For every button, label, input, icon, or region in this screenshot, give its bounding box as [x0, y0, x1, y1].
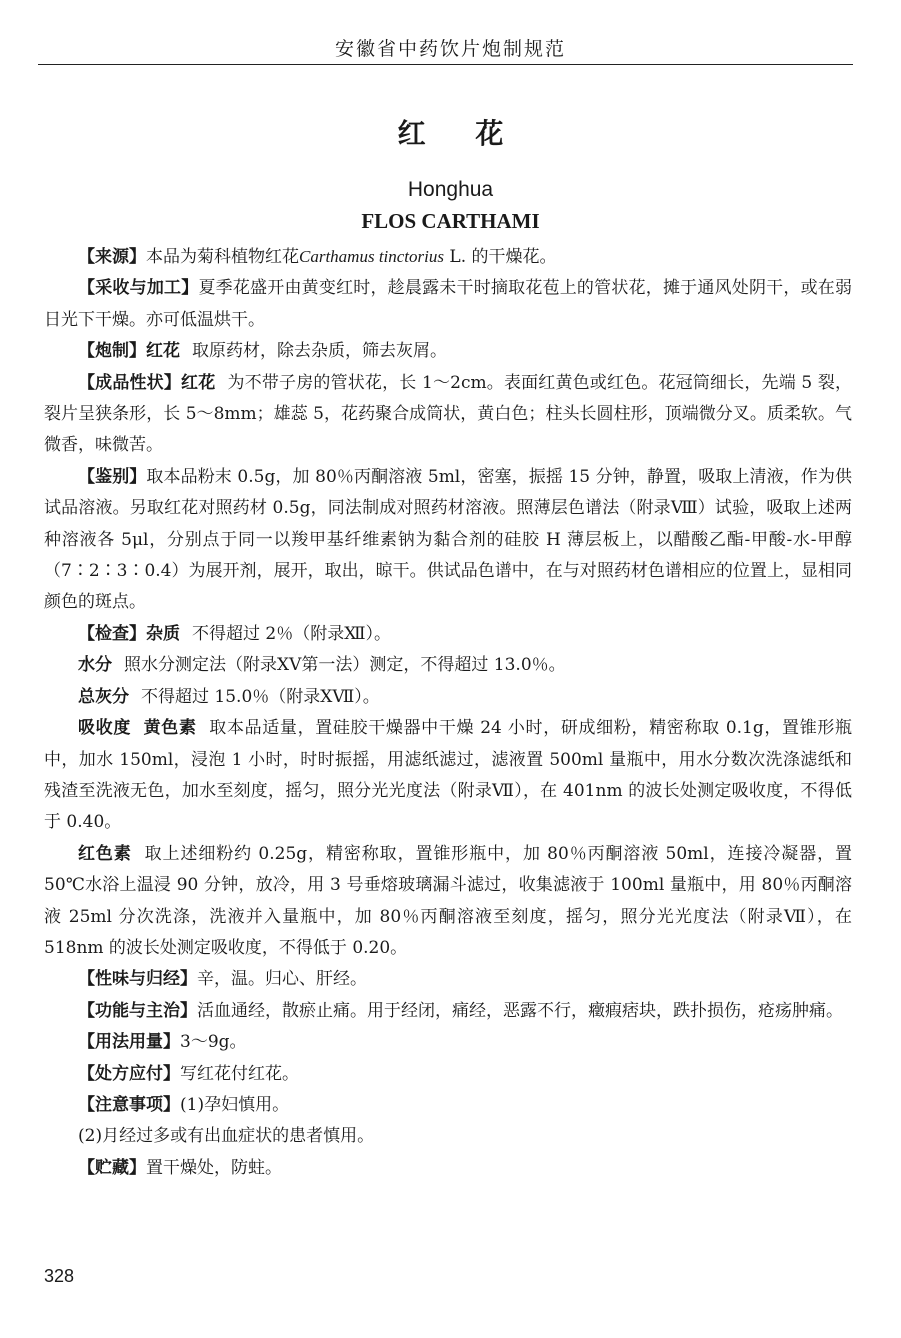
section-label: 【炮制】: [78, 341, 146, 362]
water-paragraph: 水分 照水分测定法（附录ⅩⅤ第一法）测定，不得超过 13.0％。: [78, 655, 566, 676]
dosage-paragraph: 【用法用量】3～9g。: [78, 1032, 247, 1053]
red-pigment-paragraph: 红色素 取上述细粉约 0.25g，精密称取，置锥形瓶中，加 80％丙酮溶液 50ml，连接冷凝器，置 50℃水浴上温浸 90 分钟，放冷，用 3 号垂熔玻璃漏斗滤过，收集滤液于 100ml 量瓶中，用 80％丙酮溶液 25ml 分次洗涤，洗液并入量瓶中，加 80％丙酮溶液至刻度，摇匀，照分光光度法（附录Ⅶ），在 518nm 的波长处测定吸收度，不得低于 0.20。: [44, 843, 853, 958]
page-number: 328: [44, 1266, 75, 1286]
section-label: 【用法用量】: [78, 1032, 180, 1053]
section-label: 【来源】: [78, 247, 146, 267]
section-label: 【检查】: [78, 623, 146, 644]
section-label: 【贮藏】: [78, 1157, 146, 1178]
storage-paragraph: 【贮藏】置干燥处，防蛀。: [78, 1157, 282, 1178]
prescription-paragraph: 【处方应付】写红花付红花。: [78, 1063, 299, 1084]
section-label: 【鉴别】: [78, 466, 147, 487]
character-paragraph: 【成品性状】红花 为不带子房的管状花，长 1～2cm。表面红黄色或红色。花冠筒细长，先端 5 裂，裂片呈狭条形，长 5～8mm；雄蕊 5，花药聚合成筒状，黄白色；柱头长圆柱形，顶端微分叉。质柔软。气微香，味微苦。: [44, 372, 852, 456]
check-paragraph: 【检查】杂质 不得超过 2％（附录Ⅻ）。: [78, 623, 392, 644]
process-paragraph: 【炮制】红花 取原药材，除去杂质，筛去灰屑。: [78, 341, 447, 362]
section-label: 【注意事项】: [78, 1094, 180, 1115]
ash-paragraph: 总灰分 不得超过 15.0％（附录ⅩⅦ）。: [78, 686, 380, 707]
yellow-pigment-paragraph: 吸收度 黄色素 取本品适量，置硅胶干燥器中干燥 24 小时，研成细粉，精密称取 0.1g，置锥形瓶中，加水 150ml，浸泡 1 小时，时时振摇，用滤纸滤过，滤液置 500ml 量瓶中，用水分数次洗涤滤纸和残渣至洗液无色，加水至刻度，摇匀，照分光光度法（附录Ⅶ），在 401nm 的波长处测定吸收度，不得低于 0.40。: [44, 718, 853, 833]
function-paragraph: 【功能与主治】活血通经，散瘀止痛。用于经闭，痛经，恶露不行，癥瘕痞块，跌扑损伤，疮疡肿痛。: [78, 1000, 843, 1021]
harvest-paragraph: 【采收与加工】夏季花盛开由黄变红时，趁晨露未干时摘取花苞上的管状花，摊于通风处阴干，或在弱日光下干燥。亦可低温烘干。: [44, 278, 853, 330]
latin-species: Carthamus tinctorius: [299, 247, 444, 266]
header-rule: [38, 64, 853, 65]
section-label: 【功能与主治】: [78, 1000, 197, 1021]
identification-paragraph: 【鉴别】取本品粉末 0.5g，加 80％丙酮溶液 5ml，密塞，振摇 15 分钟，静置，吸取上清液，作为供试品溶液。另取红花对照药材 0.5g，同法制成对照药材溶液。照薄层色谱法（附录Ⅷ）试验，吸取上述两种溶液各 5μl，分别点于同一以羧甲基纤维素钠为黏合剂的硅胶 H 薄层板上，以醋酸乙酯-甲酸-水-甲醇（7∶2∶3∶0.4）为展开剂，展开，取出，晾干。供试品色谱中，在与对照药材色谱相应的位置上，显相同颜色的斑点。: [44, 466, 852, 613]
caution-paragraph-2: (2)月经过多或有出血症状的患者慎用。: [78, 1126, 375, 1147]
drug-latin-name: FLOS CARTHAMI: [361, 209, 540, 233]
section-label: 【成品性状】: [78, 372, 182, 393]
section-label: 【性味与归经】: [78, 969, 197, 990]
caution-paragraph: 【注意事项】(1)孕妇慎用。: [78, 1094, 290, 1115]
drug-title: 红 花: [397, 117, 504, 150]
taste-paragraph: 【性味与归经】辛，温。归心、肝经。: [78, 969, 367, 990]
section-label: 【采收与加工】: [78, 278, 199, 299]
source-paragraph: 【来源】本品为菊科植物红花Carthamus tinctorius L. 的干燥花。: [78, 247, 557, 267]
monograph-body: [44, 241, 852, 1184]
section-label: 【处方应付】: [78, 1063, 180, 1084]
running-header: 安徽省中药饮片炮制规范: [334, 38, 566, 60]
drug-pinyin: Honghua: [407, 178, 494, 201]
